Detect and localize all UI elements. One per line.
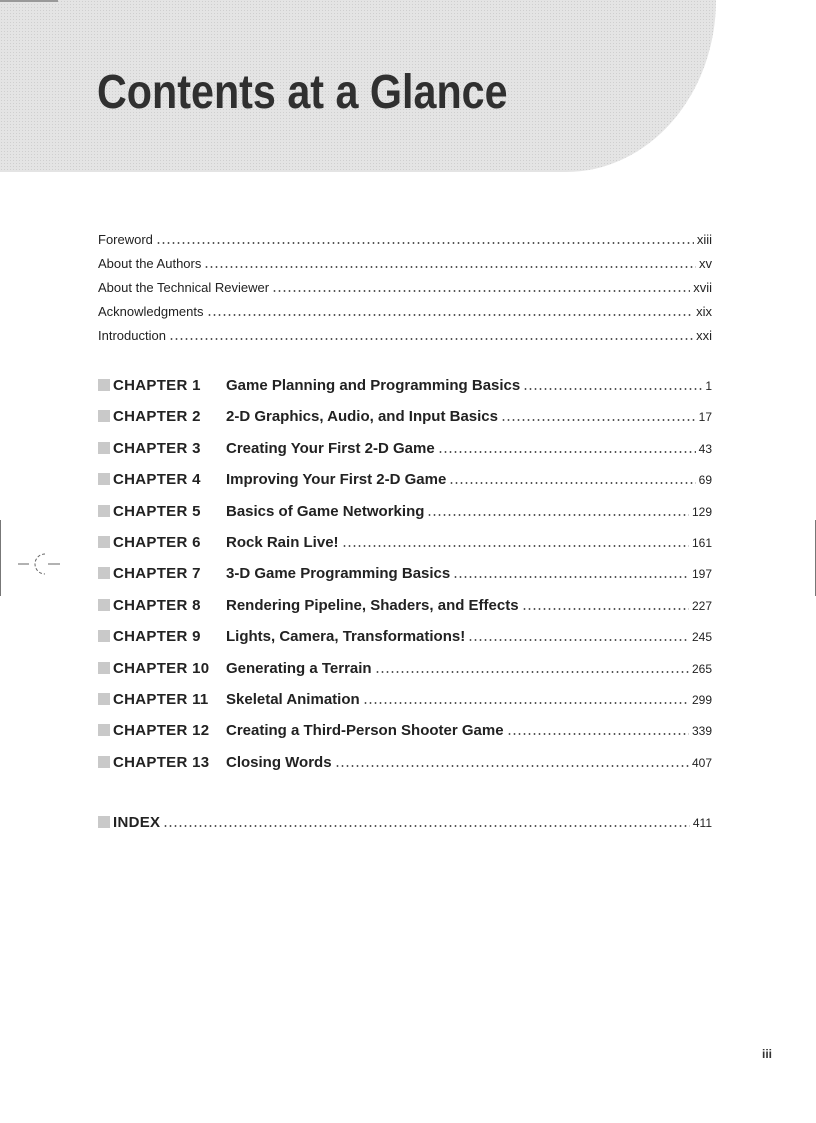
chapter-entry[interactable] (98, 440, 712, 471)
chapter-page-number: 227 (691, 598, 712, 613)
dot-leader (438, 451, 696, 453)
dot-leader (342, 545, 689, 547)
dot-leader (522, 608, 689, 610)
entry-label: Acknowledgments (98, 304, 204, 319)
chapter-entry[interactable] (98, 377, 712, 408)
square-bullet-icon (98, 693, 110, 705)
chapter-entry[interactable] (98, 597, 712, 628)
square-bullet-icon (98, 756, 110, 768)
chapter-label: CHAPTER 9 (113, 628, 201, 646)
dot-leader (523, 388, 702, 390)
square-bullet-icon (98, 410, 110, 422)
square-bullet-icon (98, 442, 110, 454)
chapter-page-number: 1 (705, 379, 712, 393)
dot-leader (156, 242, 694, 244)
square-bullet-icon (98, 816, 110, 828)
chapter-title: Creating Your First 2-D Game (226, 439, 435, 457)
chapter-page-number: 265 (691, 661, 712, 676)
entry-page-number: xiii (696, 232, 712, 247)
chapter-page-number: 407 (691, 755, 712, 770)
chapter-entry[interactable] (98, 754, 712, 785)
chapter-label: CHAPTER 12 (113, 722, 210, 740)
entry-label: About the Technical Reviewer (98, 280, 270, 295)
square-bullet-icon (98, 505, 110, 517)
chapter-title: Closing Words (226, 753, 332, 771)
chapter-entry[interactable] (98, 628, 712, 659)
chapter-page-number: 299 (691, 692, 712, 707)
chapter-title: Improving Your First 2-D Game (226, 471, 447, 489)
chapter-entry[interactable] (98, 722, 712, 753)
chapter-label: CHAPTER 13 (113, 753, 210, 771)
chapter-title: Creating a Third-Person Shooter Game (226, 722, 504, 740)
front-matter-entry[interactable] (98, 328, 712, 352)
entry-label: Introduction (98, 328, 166, 343)
entry-page-number: xxi (696, 328, 712, 343)
page-title: Contents at a Glance (97, 66, 508, 119)
entry-page-number: xv (699, 256, 712, 271)
chapter-label: CHAPTER 3 (113, 439, 201, 457)
square-bullet-icon (98, 662, 110, 674)
chapter-entry[interactable] (98, 471, 712, 502)
square-bullet-icon (98, 630, 110, 642)
chapter-page-number: 43 (698, 441, 712, 456)
chapter-title: 2-D Graphics, Audio, and Input Basics (226, 408, 498, 426)
dot-leader (363, 702, 689, 704)
entry-page-number: xvii (693, 280, 712, 295)
chapter-label: CHAPTER 7 (113, 565, 201, 583)
chapter-entry[interactable] (98, 691, 712, 722)
chapter-page-number: 69 (698, 473, 712, 488)
front-matter-entry[interactable] (98, 280, 712, 304)
chapter-page-number: 339 (691, 724, 712, 739)
entry-page-number: xix (696, 304, 712, 319)
dot-leader (507, 733, 689, 735)
index-entry[interactable] (98, 814, 712, 831)
dot-leader (207, 314, 694, 316)
dot-leader (204, 266, 696, 268)
chapter-page-number: 161 (691, 535, 712, 550)
dot-leader (453, 576, 689, 578)
margin-rule-left (0, 520, 1, 596)
chapter-title: Generating a Terrain (226, 659, 372, 677)
chapter-label: CHAPTER 10 (113, 659, 210, 677)
index-label: INDEX (113, 814, 161, 831)
dot-leader (501, 419, 696, 421)
chapter-list (98, 377, 712, 785)
chapter-page-number: 197 (691, 567, 712, 582)
chapter-label: CHAPTER 1 (113, 377, 201, 394)
entry-label: Foreword (98, 232, 153, 247)
chapter-title: Rendering Pipeline, Shaders, and Effects (226, 596, 519, 614)
chapter-label: CHAPTER 2 (113, 408, 201, 426)
square-bullet-icon (98, 599, 110, 611)
chapter-entry[interactable] (98, 565, 712, 596)
square-bullet-icon (98, 536, 110, 548)
chapter-page-number: 129 (691, 504, 712, 519)
chapter-title: Rock Rain Live! (226, 533, 339, 551)
square-bullet-icon (98, 473, 110, 485)
dot-leader (335, 765, 689, 767)
chapter-title: 3-D Game Programming Basics (226, 565, 451, 583)
dot-leader (375, 671, 689, 673)
entry-label: About the Authors (98, 256, 202, 271)
dot-leader (427, 514, 689, 516)
chapter-label: CHAPTER 11 (113, 690, 209, 708)
chapter-page-number: 245 (691, 630, 712, 645)
corner-rule (0, 0, 58, 2)
chapter-title: Game Planning and Programming Basics (226, 377, 521, 394)
chapter-label: CHAPTER 5 (113, 502, 201, 520)
chapter-entry[interactable] (98, 534, 712, 565)
front-matter-entry[interactable] (98, 232, 712, 256)
page-number: iii (762, 1047, 773, 1061)
dot-leader (449, 482, 695, 484)
dot-leader (169, 338, 693, 340)
square-bullet-icon (98, 567, 110, 579)
square-bullet-icon (98, 379, 110, 391)
dot-leader (163, 825, 690, 827)
dot-leader (272, 290, 690, 292)
chapter-title: Skeletal Animation (226, 690, 360, 708)
registration-mark-icon (18, 550, 62, 580)
front-matter-list (98, 232, 712, 352)
chapter-title: Basics of Game Networking (226, 502, 425, 520)
square-bullet-icon (98, 724, 110, 736)
chapter-title: Lights, Camera, Transformations! (226, 628, 466, 646)
chapter-entry[interactable] (98, 408, 712, 439)
chapter-label: CHAPTER 8 (113, 596, 201, 614)
chapter-entry[interactable] (98, 503, 712, 534)
chapter-entry[interactable] (98, 660, 712, 691)
front-matter-entry[interactable] (98, 304, 712, 328)
chapter-label: CHAPTER 6 (113, 533, 201, 551)
chapter-page-number: 17 (698, 410, 712, 425)
index-page-number: 411 (692, 816, 712, 830)
dot-leader (468, 639, 689, 641)
front-matter-entry[interactable] (98, 256, 712, 280)
chapter-label: CHAPTER 4 (113, 471, 201, 489)
